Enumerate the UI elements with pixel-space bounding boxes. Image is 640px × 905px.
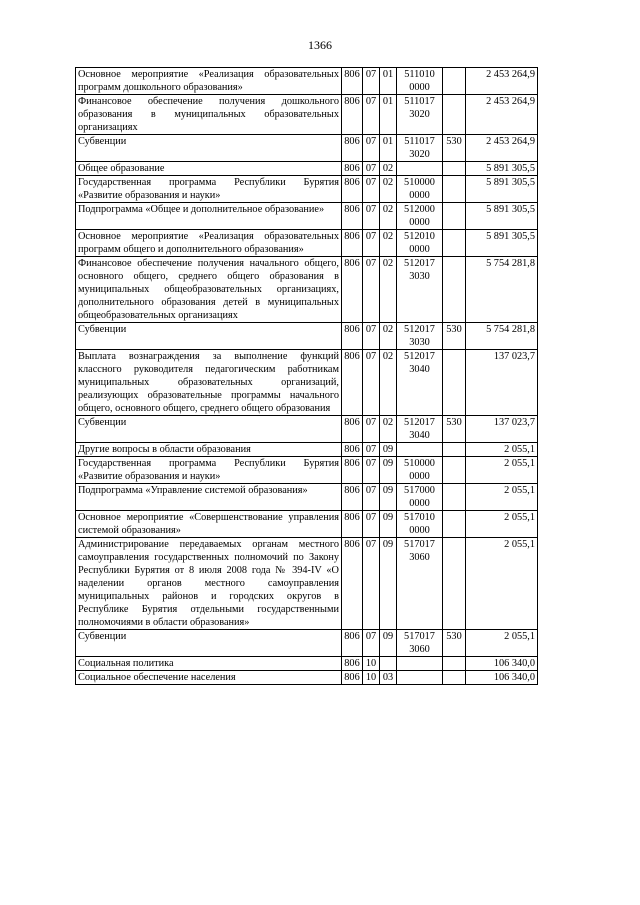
code-subsection: 02 [380, 350, 397, 416]
code-target-article: 517000 0000 [397, 484, 443, 511]
page-number: 1366 [308, 38, 332, 52]
code-subsection: 02 [380, 257, 397, 323]
row-name: Основное мероприятие «Реализация образовательных программ дошкольного образования» [76, 68, 342, 95]
table-row [76, 162, 538, 176]
code-grbs: 806 [342, 176, 363, 203]
row-name: Государственная программа Республики Бурятия «Развитие образования и науки» [76, 176, 342, 203]
code-grbs: 806 [342, 162, 363, 176]
row-name: Субвенции [76, 135, 342, 162]
code-expense-type: 530 [443, 323, 466, 350]
table-row [76, 257, 538, 323]
code-section: 07 [363, 630, 380, 657]
code-section: 07 [363, 323, 380, 350]
amount: 5 891 305,5 [466, 203, 538, 230]
code-section: 07 [363, 203, 380, 230]
code-grbs: 806 [342, 657, 363, 671]
code-section: 10 [363, 657, 380, 671]
table-row [76, 630, 538, 657]
code-section: 07 [363, 484, 380, 511]
amount: 2 055,1 [466, 484, 538, 511]
row-name: Субвенции [76, 416, 342, 443]
code-expense-type [443, 657, 466, 671]
table-row [76, 68, 538, 95]
code-grbs: 806 [342, 511, 363, 538]
code-subsection: 09 [380, 484, 397, 511]
code-expense-type: 530 [443, 135, 466, 162]
table-row [76, 457, 538, 484]
table-row [76, 671, 538, 685]
code-expense-type [443, 68, 466, 95]
code-target-article: 511010 0000 [397, 68, 443, 95]
code-section: 07 [363, 176, 380, 203]
code-expense-type [443, 95, 466, 135]
code-expense-type [443, 457, 466, 484]
row-name: Социальная политика [76, 657, 342, 671]
code-expense-type [443, 257, 466, 323]
code-target-article [397, 443, 443, 457]
code-target-article: 512017 3030 [397, 257, 443, 323]
amount: 106 340,0 [466, 671, 538, 685]
code-grbs: 806 [342, 135, 363, 162]
table-row [76, 95, 538, 135]
code-subsection: 02 [380, 162, 397, 176]
table-row [76, 135, 538, 162]
code-expense-type: 530 [443, 630, 466, 657]
code-expense-type [443, 176, 466, 203]
code-grbs: 806 [342, 350, 363, 416]
row-name: Финансовое обеспечение получения начального общего, основного общего, среднего общего образования в муниципальных общеобразовательных организациях, дополнительного образования детей в муниципальных общеобразовательных организациях [76, 257, 342, 323]
code-subsection: 02 [380, 230, 397, 257]
code-subsection: 01 [380, 135, 397, 162]
row-name: Выплата вознаграждения за выполнение функций классного руководителя педагогическим работникам муниципальных образовательных организаций, реализующих образовательные программы начального общего, основного общего, среднего общего образования [76, 350, 342, 416]
amount: 137 023,7 [466, 416, 538, 443]
amount: 2 055,1 [466, 457, 538, 484]
row-name: Администрирование передаваемых органам местного самоуправления государственных полномочий по Закону Республики Бурятия от 8 июля 2008 года № 394-IV «О наделении органов местного самоуправления муниципальных районов и городских округов в Республике Бурятия отдельными государственными полномочиями в области образования» [76, 538, 342, 630]
code-subsection: 01 [380, 68, 397, 95]
amount: 2 453 264,9 [466, 95, 538, 135]
amount: 2 055,1 [466, 511, 538, 538]
code-grbs: 806 [342, 68, 363, 95]
code-grbs: 806 [342, 443, 363, 457]
code-subsection: 02 [380, 323, 397, 350]
code-target-article [397, 671, 443, 685]
code-grbs: 806 [342, 257, 363, 323]
code-grbs: 806 [342, 230, 363, 257]
table-row [76, 176, 538, 203]
row-name: Подпрограмма «Управление системой образования» [76, 484, 342, 511]
code-target-article: 510000 0000 [397, 457, 443, 484]
code-expense-type: 530 [443, 416, 466, 443]
code-target-article: 517017 3060 [397, 538, 443, 630]
budget-table [75, 67, 538, 685]
table-row [76, 511, 538, 538]
table-row [76, 350, 538, 416]
code-subsection: 03 [380, 671, 397, 685]
code-section: 07 [363, 457, 380, 484]
amount: 5 754 281,8 [466, 323, 538, 350]
amount: 5 754 281,8 [466, 257, 538, 323]
code-grbs: 806 [342, 484, 363, 511]
code-target-article: 517010 0000 [397, 511, 443, 538]
code-target-article: 512017 3030 [397, 323, 443, 350]
code-grbs: 806 [342, 630, 363, 657]
code-grbs: 806 [342, 203, 363, 230]
code-subsection [380, 657, 397, 671]
code-grbs: 806 [342, 95, 363, 135]
code-expense-type [443, 671, 466, 685]
code-target-article: 511017 3020 [397, 95, 443, 135]
row-name: Общее образование [76, 162, 342, 176]
amount: 5 891 305,5 [466, 176, 538, 203]
code-target-article: 512017 3040 [397, 350, 443, 416]
code-section: 10 [363, 671, 380, 685]
code-subsection: 09 [380, 457, 397, 484]
code-target-article: 512017 3040 [397, 416, 443, 443]
code-subsection: 09 [380, 630, 397, 657]
code-section: 07 [363, 538, 380, 630]
row-name: Основное мероприятие «Реализация образовательных программ общего и дополнительного образования» [76, 230, 342, 257]
code-section: 07 [363, 257, 380, 323]
code-subsection: 09 [380, 443, 397, 457]
code-expense-type [443, 162, 466, 176]
code-subsection: 02 [380, 416, 397, 443]
amount: 137 023,7 [466, 350, 538, 416]
code-section: 07 [363, 443, 380, 457]
code-section: 07 [363, 68, 380, 95]
table-row [76, 323, 538, 350]
amount: 2 055,1 [466, 443, 538, 457]
table-row [76, 484, 538, 511]
table-body [76, 68, 538, 685]
amount: 5 891 305,5 [466, 230, 538, 257]
code-target-article: 512010 0000 [397, 230, 443, 257]
code-target-article [397, 657, 443, 671]
row-name: Основное мероприятие «Совершенствование управления системой образования» [76, 511, 342, 538]
code-expense-type [443, 230, 466, 257]
table-row [76, 230, 538, 257]
row-name: Подпрограмма «Общее и дополнительное образование» [76, 203, 342, 230]
row-name: Государственная программа Республики Бурятия «Развитие образования и науки» [76, 457, 342, 484]
code-grbs: 806 [342, 671, 363, 685]
code-section: 07 [363, 162, 380, 176]
row-name: Другие вопросы в области образования [76, 443, 342, 457]
code-section: 07 [363, 511, 380, 538]
code-grbs: 806 [342, 538, 363, 630]
amount: 2 453 264,9 [466, 68, 538, 95]
row-name: Субвенции [76, 630, 342, 657]
code-subsection: 02 [380, 176, 397, 203]
code-target-article [397, 162, 443, 176]
table-row [76, 443, 538, 457]
code-section: 07 [363, 135, 380, 162]
code-grbs: 806 [342, 416, 363, 443]
table-row [76, 538, 538, 630]
code-section: 07 [363, 416, 380, 443]
code-expense-type [443, 538, 466, 630]
code-subsection: 09 [380, 511, 397, 538]
code-grbs: 806 [342, 323, 363, 350]
table-row [76, 416, 538, 443]
code-target-article: 511017 3020 [397, 135, 443, 162]
code-target-article: 517017 3060 [397, 630, 443, 657]
table-row [76, 657, 538, 671]
code-section: 07 [363, 95, 380, 135]
code-subsection: 01 [380, 95, 397, 135]
code-subsection: 02 [380, 203, 397, 230]
code-expense-type [443, 443, 466, 457]
amount: 106 340,0 [466, 657, 538, 671]
code-section: 07 [363, 230, 380, 257]
amount: 5 891 305,5 [466, 162, 538, 176]
code-target-article: 512000 0000 [397, 203, 443, 230]
amount: 2 055,1 [466, 630, 538, 657]
code-expense-type [443, 511, 466, 538]
code-subsection: 09 [380, 538, 397, 630]
row-name: Субвенции [76, 323, 342, 350]
code-expense-type [443, 350, 466, 416]
code-section: 07 [363, 350, 380, 416]
amount: 2 453 264,9 [466, 135, 538, 162]
code-expense-type [443, 203, 466, 230]
code-target-article: 510000 0000 [397, 176, 443, 203]
code-grbs: 806 [342, 457, 363, 484]
table-row [76, 203, 538, 230]
amount: 2 055,1 [466, 538, 538, 630]
row-name: Финансовое обеспечение получения дошкольного образования в муниципальных образовательных организациях [76, 95, 342, 135]
code-expense-type [443, 484, 466, 511]
row-name: Социальное обеспечение населения [76, 671, 342, 685]
